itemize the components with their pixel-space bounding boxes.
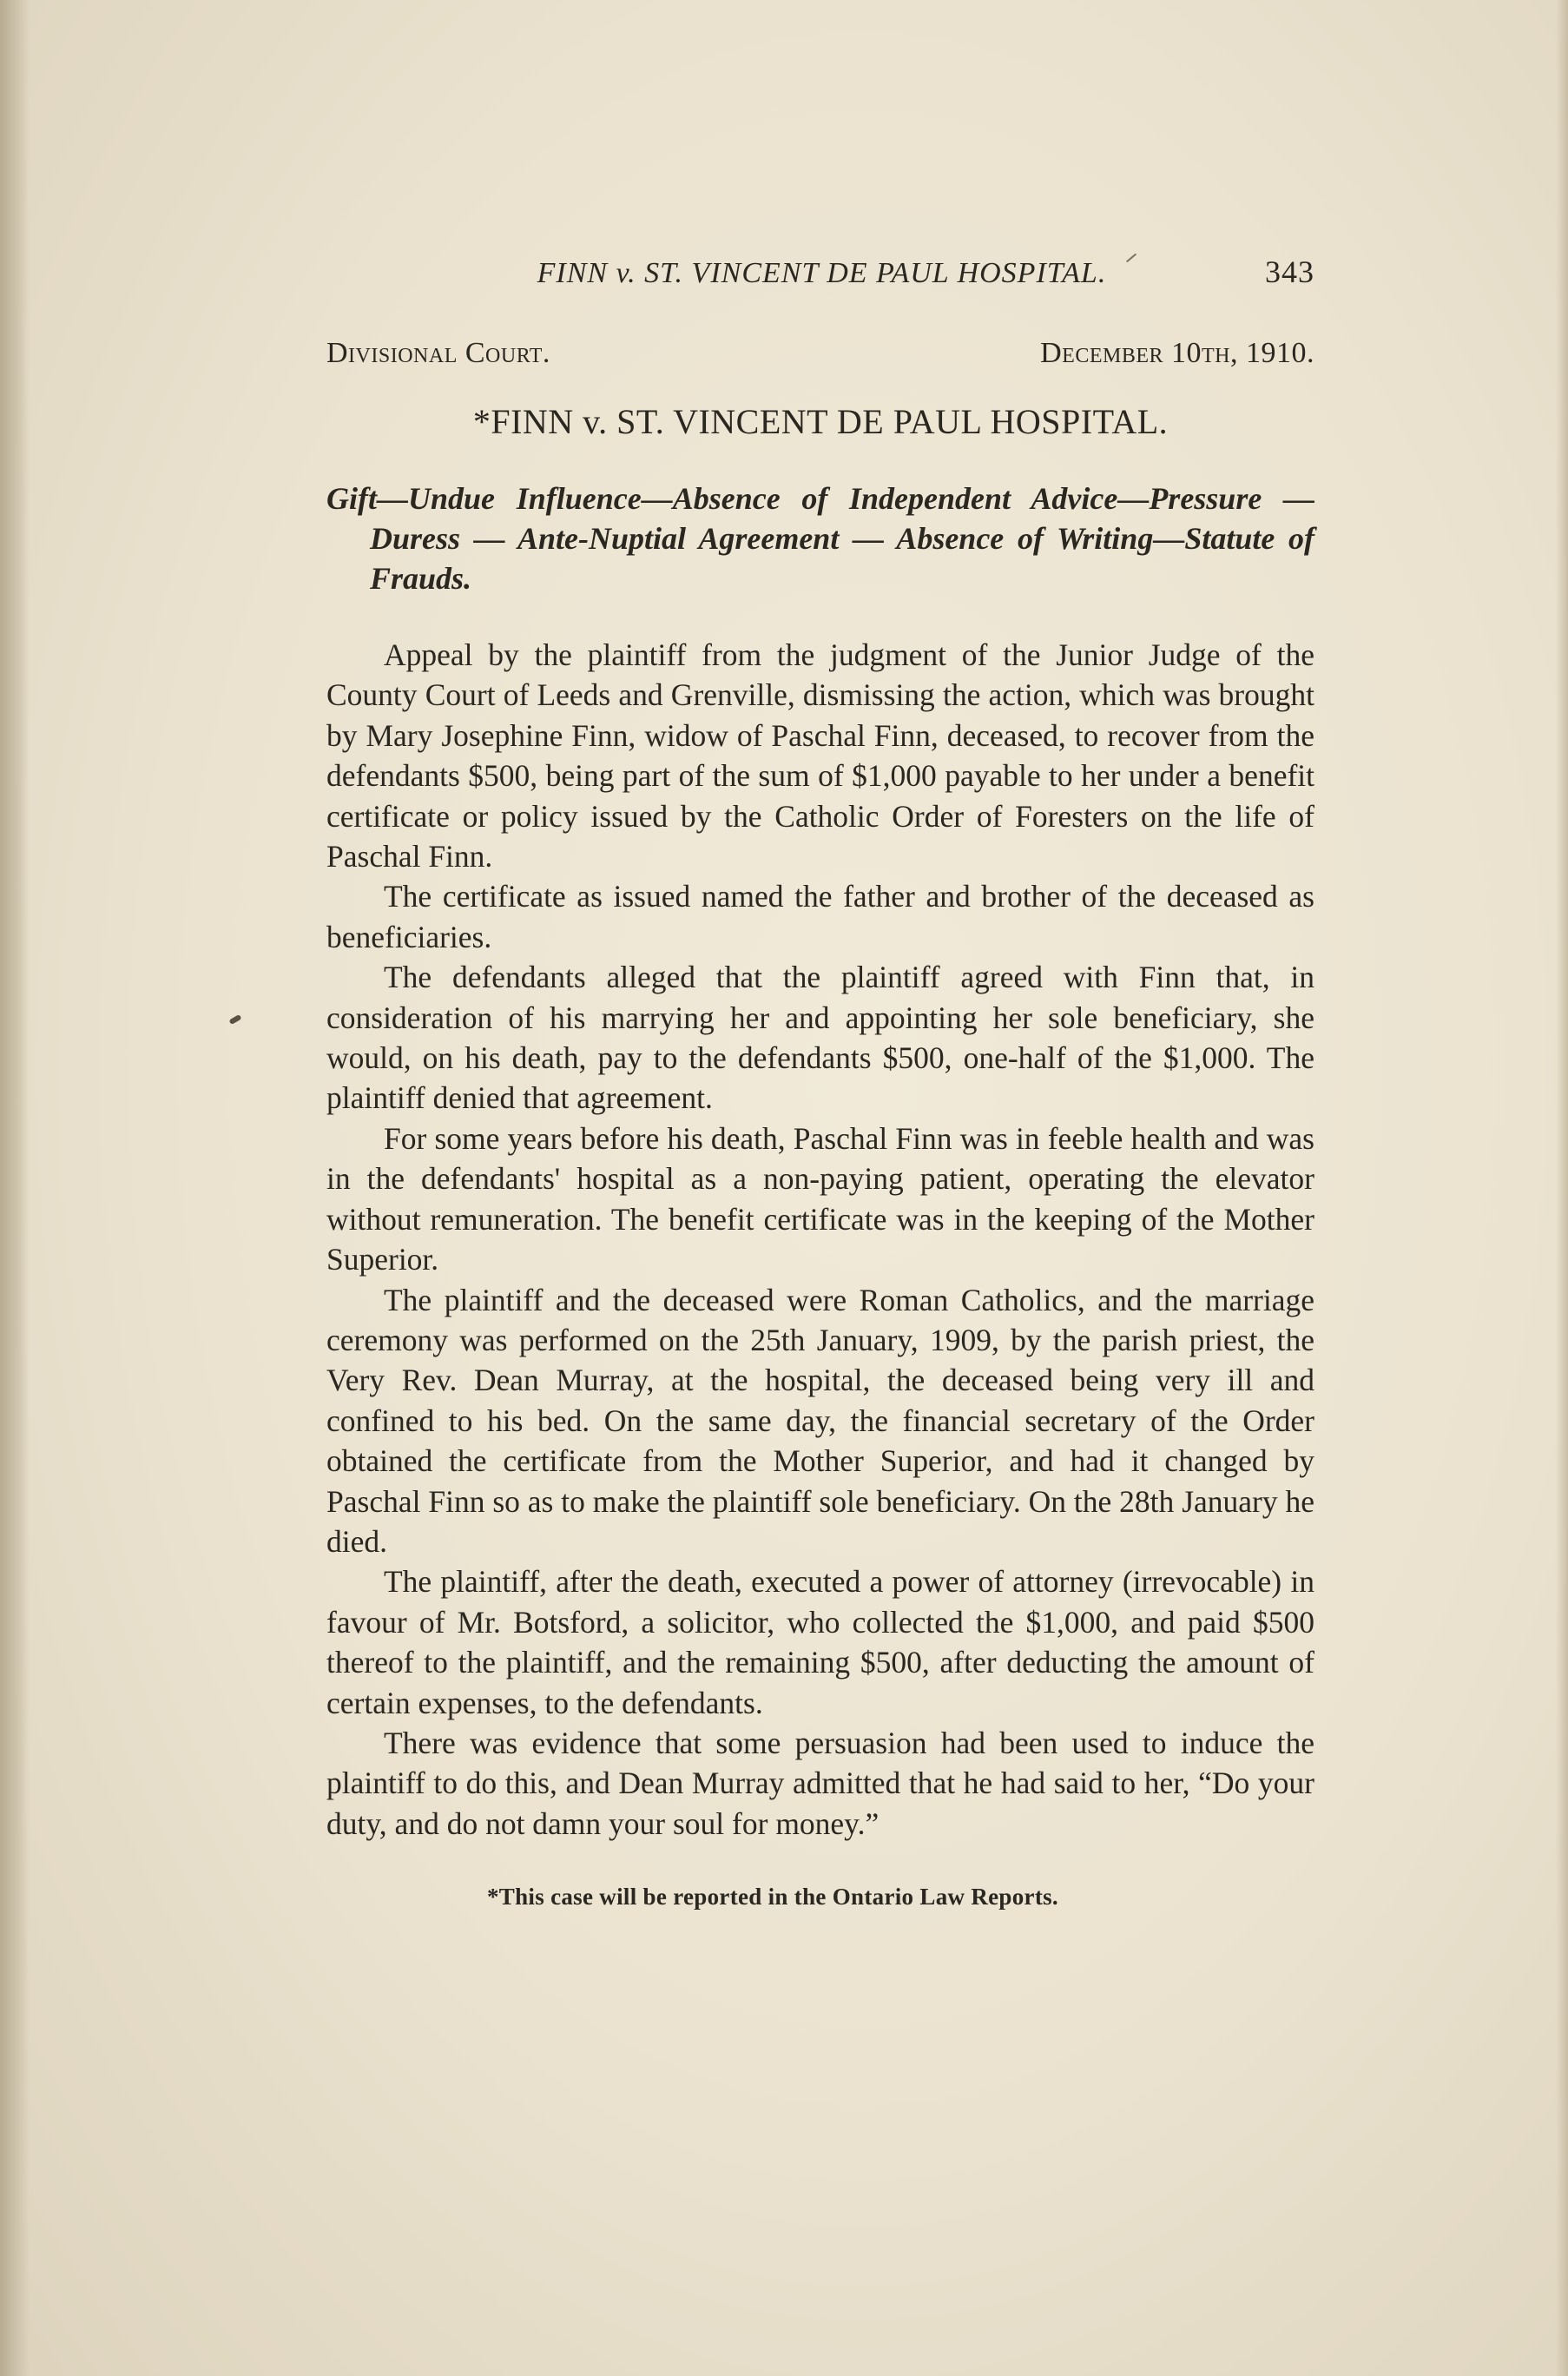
text-block [326,254,1314,1911]
paragraph: The certificate as issued named the father and brother of the deceased as beneficiaries. [326,879,1314,954]
running-head [326,254,1314,302]
body-text [326,635,1314,1844]
paragraph: For some years before his death, Paschal Finn was in feeble health and was in the defendants' hospital as a non-paying patient, operating the elevator without remuneration. The benefit certificate was in the keeping of the Mother Superior. [326,1120,1314,1277]
page-edge-shadow [1556,0,1568,2376]
paragraph: The plaintiff and the deceased were Roman Catholics, and the marriage ceremony was performed on the 25th January, 1909, by the parish priest, the Very Rev. Dean Murray, at the hospital, the deceased being very ill and confined to his bed. On the same day, the financial secretary of the Order obtained the certificate from the Mother Superior, and had it changed by Paschal Finn so as to make the plaintiff sole beneficiary. On the 28th January he died. [326,1282,1314,1559]
court-date-line [326,337,1314,370]
ink-smudge [228,1014,241,1025]
headnote: Gift—Undue Influence—Absence of Independent Advice—Pressure — Duress — Ante-Nuptial Agreement — Absence of Writing—Statute of Frauds. [326,481,1314,596]
paragraph: The defendants alleged that the plaintiff agreed with Finn that, in consideration of his marrying her and appointing her sole beneficiary, she would, on his death, pay to the defendants $500, one-half of the $1,000. The plaintiff denied that agreement. [326,960,1314,1116]
page-number: 343 [1265,254,1314,289]
page-gutter-shadow [0,0,30,2376]
paragraph: There was evidence that some persuasion had been used to induce the plaintiff to do this, and Dean Murray admitted that he had said to her, “Do your duty, and do not damn your soul for money.” [326,1725,1314,1841]
running-head-title: FINN v. ST. VINCENT DE PAUL HOSPITAL. [537,257,1107,289]
footnote: *This case will be reported in the Ontario Law Reports. [487,1884,1058,1911]
paragraph: Appeal by the plaintiff from the judgment of the Junior Judge of the County Court of Leeds and Grenville, dismissing the action, which was brought by Mary Josephine Finn, widow of Paschal Finn, deceased, to recover from the defendants $500, being part of the sum of $1,000 payable to her under a benefit certificate or policy issued by the Catholic Order of Foresters on the life of Paschal Finn. [326,637,1314,874]
case-title: *FINN v. ST. VINCENT DE PAUL HOSPITAL. [472,402,1169,441]
decision-date: December 10th, 1910. [1040,337,1314,369]
paragraph: The plaintiff, after the death, executed a power of attorney (irrevocable) in favour of Mr. Botsford, a solicitor, who collected the $1,000, and paid $500 thereof to the plaintiff, and the remaining $500, after deducting the amount of certain expenses, to the defendants. [326,1564,1314,1720]
court-name: Divisional Court. [326,337,550,369]
